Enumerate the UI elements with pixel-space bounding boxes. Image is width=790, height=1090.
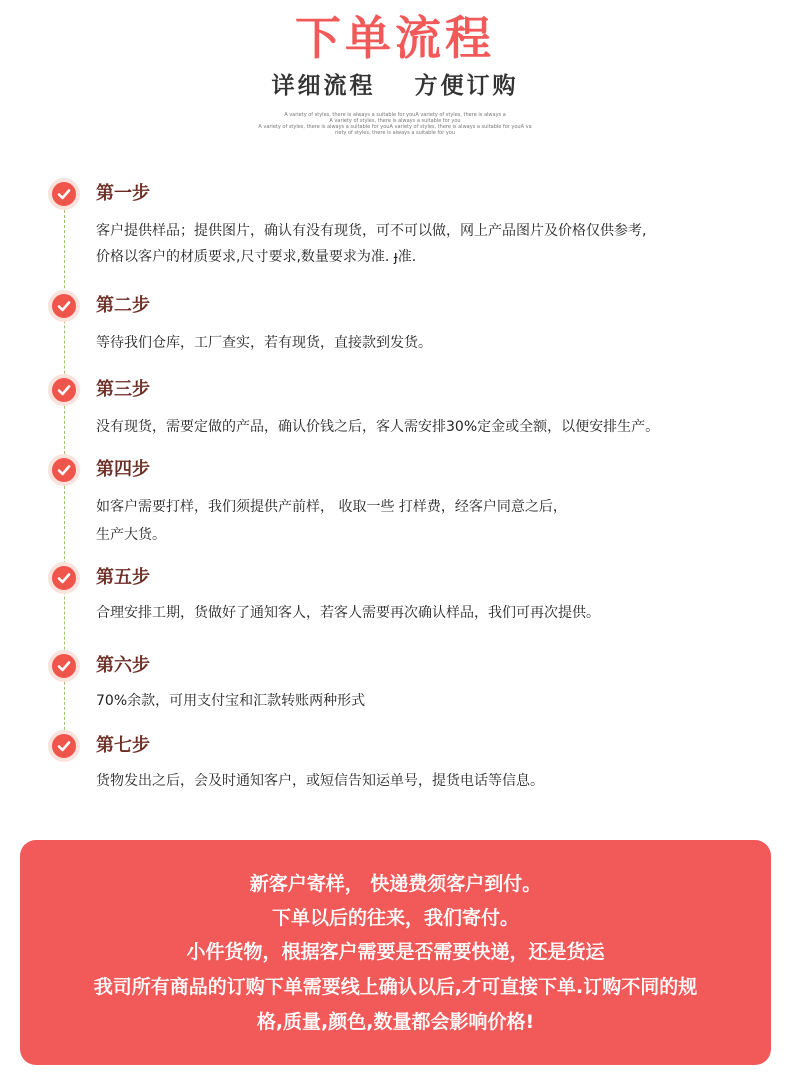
notice-box [20, 840, 771, 1065]
page-subtitle [0, 70, 790, 102]
checkmark-circle-icon [48, 374, 80, 406]
notice-line: 我司所有商品的订购下单需要线上确认以后,才可直接下单.订购不同的规 [93, 976, 698, 998]
checkmark-circle-icon [48, 562, 80, 594]
fine-print-line: A variety of styles, there is always a suitable for youA variety of styles, there is always a [284, 112, 506, 118]
step-description-line: 等待我们仓库，工厂查实，若有现货，直接款到发货。 [96, 335, 432, 351]
step-title: 第六步 [96, 655, 150, 676]
checkmark-circle-icon [48, 178, 80, 210]
page-title: 下单流程 [295, 11, 495, 65]
notice-line: 下单以后的往来，我们寄付。 [271, 907, 519, 929]
step-description-line: 生产大货。 [96, 527, 166, 543]
step-title: 第一步 [96, 183, 150, 204]
notice-line: 新客户寄样， 快递费须客户到付。 [249, 873, 542, 895]
checkmark-circle-icon [48, 730, 80, 762]
step-description-line: 70%余款，可用支付宝和汇款转账两种形式 [96, 693, 366, 709]
subtitle-right: 方便订购 [414, 73, 519, 99]
step-description-line: 货物发出之后，会及时通知客户，或短信告知运单号，提货电话等信息。 [96, 773, 544, 789]
checkmark-circle-icon [48, 650, 80, 682]
fine-print-line: A variety of styles, there is always a suitable for you [329, 118, 461, 124]
notice-line: 格,质量,颜色,数量都会影响价格! [256, 1011, 535, 1033]
step-description-line: 如客户需要打样，我们须提供产前样， 收取一些 打样费，经客户同意之后， [96, 499, 567, 515]
fine-print-line: A variety of styles, there is always a suitable for youA variety of styles, there is always a suitable for youA va [258, 124, 532, 130]
step-description-line: 合理安排工期，货做好了通知客人，若客人需要再次确认样品，我们可再次提供。 [96, 605, 600, 621]
step-description-line: 没有现货，需要定做的产品，确认价钱之后，客人需安排30%定金或全额，以便安排生产。 [96, 419, 660, 435]
step-description-line: 客户提供样品；提供图片，确认有没有现货，可不可以做，网上产品图片及价格仅供参考, [96, 223, 647, 239]
checkmark-circle-icon [48, 454, 80, 486]
step-title: 第四步 [96, 459, 150, 480]
step-title: 第五步 [96, 567, 150, 588]
header [0, 0, 790, 140]
subtitle-left: 详细流程 [271, 73, 376, 99]
notice-line: 小件货物，根据客户需要是否需要快递，还是货运 [186, 941, 605, 963]
checkmark-circle-icon [48, 290, 80, 322]
fine-print-line: riety of styles, there is always a suitable for you [334, 130, 456, 136]
step-description-line: 价格以客户的材质要求,尺寸要求,数量要求为准. ɟ准. [96, 249, 417, 265]
step-title: 第二步 [96, 295, 150, 316]
step-title: 第七步 [96, 735, 150, 756]
step-title: 第三步 [96, 379, 150, 400]
